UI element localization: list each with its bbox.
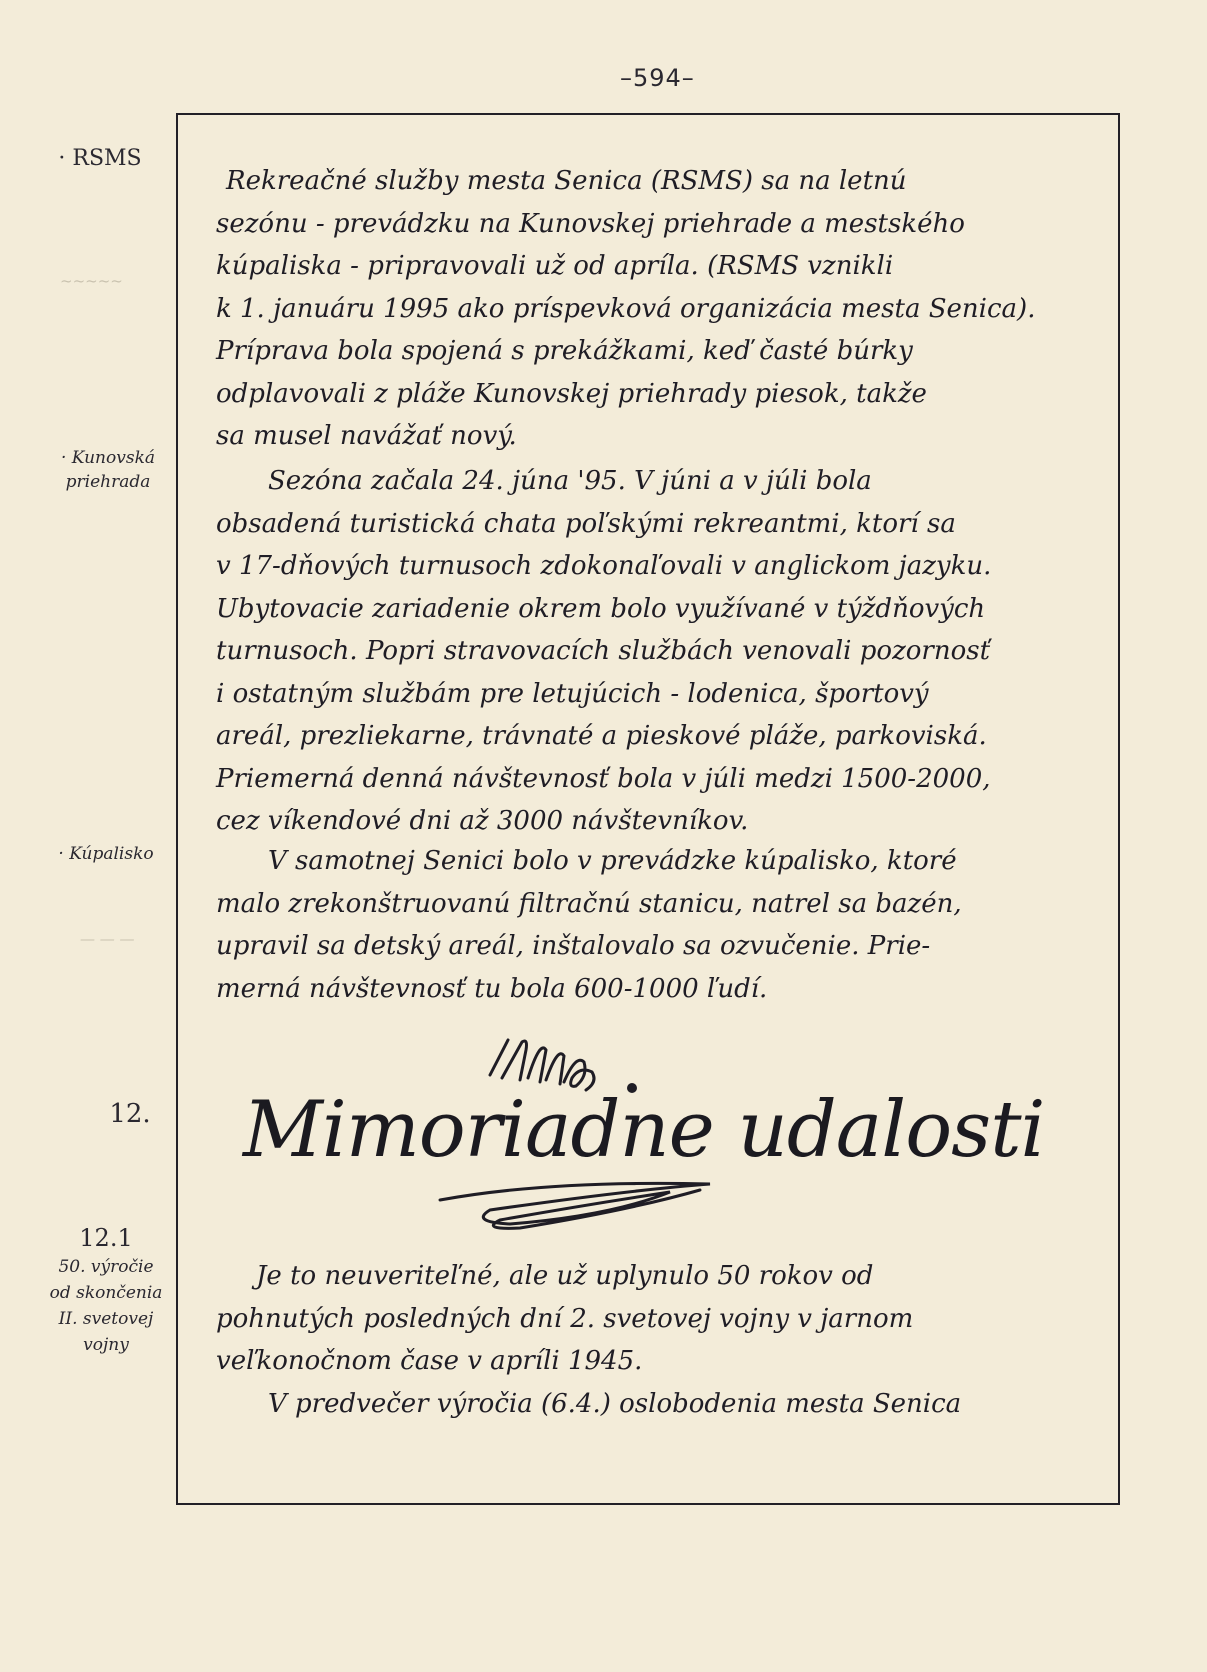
margin-note-section-number: 12.1 [79, 1224, 133, 1252]
margin-note-section-12-1 [36, 1225, 176, 1358]
margin-note-kupalisko [36, 842, 176, 866]
margin-note-line: 50. výročie [58, 1257, 154, 1277]
text-line: i ostatným službám pre letujúcich - lodenica, športový [216, 678, 929, 709]
paragraph-anniversary [216, 1255, 1096, 1383]
text-line: v 17-dňových turnusoch zdokonaľovali v anglickom jazyku. [216, 551, 992, 581]
text-line: V predvečer výročia (6.4.) oslobodenia mesta Senica [268, 1389, 962, 1419]
margin-note-section-12-text: 12. [109, 1099, 151, 1129]
heading-underline-flourish-icon [430, 1170, 730, 1240]
bleed-through-text: — — — [80, 930, 135, 948]
text-line: cez víkendové dni až 3000 návštevníkov. [216, 806, 749, 836]
paragraph-kupalisko [216, 840, 1096, 1010]
text-line: Ubytovacie zariadenie okrem bolo využívané v týždňových [216, 593, 986, 624]
bleed-through-text: ~~~~~ [60, 272, 123, 290]
text-line: turnusoch. Popri stravovacích službách venovali pozornosť [216, 636, 991, 666]
paragraph-liberation-eve [216, 1383, 1096, 1426]
text-line: pohnutých posledných dní 2. svetovej vojny v jarnom [216, 1303, 914, 1334]
text-line: Rekreačné služby mesta Senica (RSMS) sa na letnú [226, 166, 907, 196]
text-line: odplavovali z pláže Kunovskej priehrady piesok, takže [216, 378, 927, 409]
margin-note-kunovska-priehrada [38, 446, 178, 494]
text-line: Je to neuveriteľné, ale už uplynulo 50 rokov od [256, 1261, 874, 1291]
margin-note-line: vojny [83, 1335, 129, 1355]
page-number: –594– [620, 64, 695, 92]
text-line: malo zrekonštruovanú filtračnú stanicu, natrel sa bazén, [216, 888, 962, 919]
margin-note-line: Kunovská [71, 448, 156, 468]
margin-note-line: priehrada [65, 472, 151, 492]
text-line: Sezóna začala 24. júna '95. V júni a v júli bola [268, 466, 872, 496]
text-line: sa musel navážať nový. [216, 421, 517, 451]
text-line: k 1. januáru 1995 ako príspevková organizácia mesta Senica). [216, 293, 1036, 324]
text-line: Príprava bola spojená s prekážkami, keď časté búrky [216, 336, 913, 366]
text-line: obsadená turistická chata poľskými rekreantmi, ktorí sa [216, 508, 956, 539]
text-line: V samotnej Senici bolo v prevádzke kúpalisko, ktoré [268, 846, 957, 876]
margin-note-rsms [30, 147, 170, 171]
text-line: areál, prezliekarne, trávnaté a pieskové pláže, parkoviská. [216, 721, 987, 751]
text-line: kúpaliska - pripravovali už od apríla. (RSMS vznikli [216, 251, 894, 281]
margin-note-line: od skončenia [49, 1283, 163, 1303]
text-line: sezónu - prevádzku na Kunovskej priehrade a mestského [216, 208, 965, 239]
text-line: merná návštevnosť tu bola 600-1000 ľudí. [216, 973, 768, 1004]
text-line: upravil sa detský areál, inštalovalo sa ozvučenie. Prie- [216, 931, 931, 961]
text-line: Priemerná denná návštevnosť bola v júli medzi 1500-2000, [216, 763, 991, 794]
text-line: veľkonočnom čase v apríli 1945. [216, 1346, 643, 1376]
paragraph-rsms [216, 160, 1096, 458]
paragraph-season [216, 460, 1096, 843]
margin-note-kupalisko-text: Kúpalisko [69, 844, 154, 864]
margin-note-rsms-text: RSMS [72, 146, 142, 171]
margin-note-line: II. svetovej [58, 1309, 154, 1329]
section-heading: Mimoriadne udalosti [243, 1085, 1045, 1175]
